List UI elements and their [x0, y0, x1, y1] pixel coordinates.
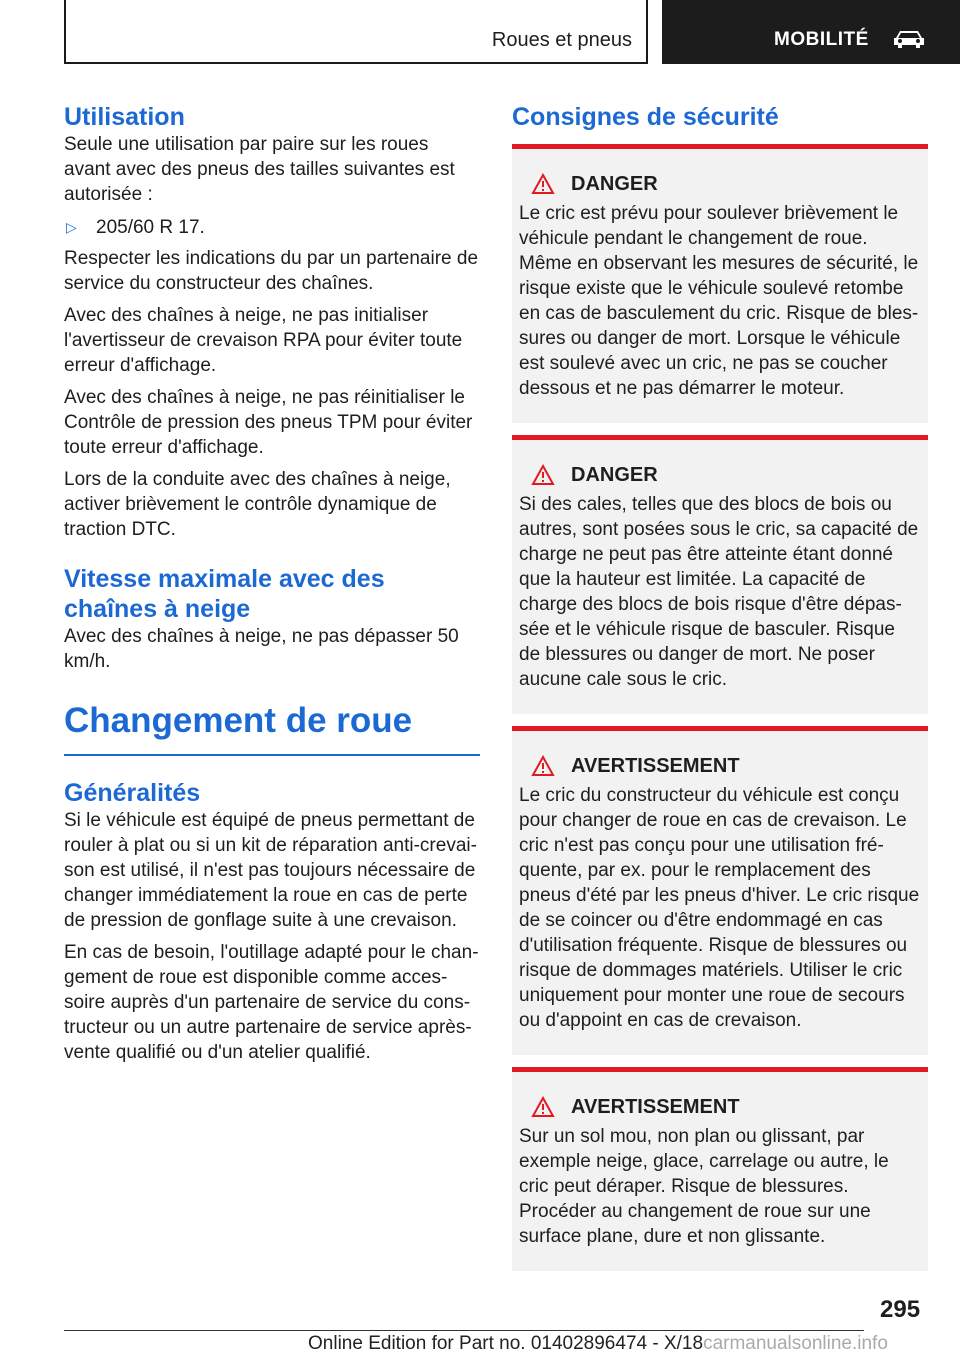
- list-item-text: 205/60 R 17.: [96, 217, 205, 238]
- heading-utilisation: Utilisation: [64, 103, 185, 131]
- paragraph: Avec des chaînes à neige, ne pas dépasser 50 km/h.: [64, 626, 459, 672]
- warning-text: Le cric du constructeur du véhicule est conçu pour changer de roue en cas de crevaison. Le cric n'est pas conçu pour une utilisation fréquente, par ex. pour le remplacement des pneus d'été par les pneus d'hiver. Le cric risque de se coincer ou d'être endommagé en cas d'utilisation fréquente. Risque de blessures ou risque de dommages matériels. Utiliser le cric uniquement pour monter une roue de secours ou d'appoint en cas de crevaison.: [519, 785, 920, 1031]
- watermark: carmanualsonline.info: [703, 1333, 888, 1354]
- warning-box: [512, 1067, 928, 1271]
- bullet-triangle-icon: ▷: [66, 219, 77, 235]
- car-icon: [892, 28, 926, 50]
- heading-changement-de-roue: Changement de roue: [64, 701, 413, 740]
- warning-box: [512, 435, 928, 714]
- list-item: [64, 215, 480, 240]
- warning-triangle-icon: [531, 1096, 555, 1118]
- heading-rule: [64, 754, 480, 756]
- heading-consignes: Consignes de sécurité: [512, 103, 779, 131]
- paragraph: Avec des chaînes à neige, ne pas réinitialiser le Contrôle de pression des pneus TPM pour éviter toute erreur d'affichage.: [64, 387, 473, 458]
- section-label: MOBILITÉ: [774, 29, 869, 50]
- warning-label: DANGER: [571, 464, 658, 486]
- warning-box: [512, 726, 928, 1055]
- paragraph: Respecter les indications du par un partenaire de service du constructeur des chaînes.: [64, 248, 479, 294]
- paragraph: Si le véhicule est équipé de pneus permettant de rouler à plat ou si un kit de réparation anti-crevaison est utilisé, il n'est pas toujours nécessaire de changer immédiatement la roue en cas de perte de pression de gonflage suite à une crevaison.: [64, 810, 477, 931]
- heading-vitesse: Vitesse maximale avec des chaînes à neige: [64, 565, 385, 623]
- page-header: [64, 0, 960, 64]
- warning-text: Le cric est prévu pour soulever brièvement le véhicule pendant le changement de roue. Même en observant les mesures de sécurité, le risque existe que le véhicule soulevé retombe en cas de basculement du cric. Risque de blessures ou danger de mort. Lorsque le véhicule est soulevé avec un cric, ne pas se coucher dessous et ne pas démarrer le moteur.: [519, 203, 919, 399]
- paragraph: En cas de besoin, l'outillage adapté pour le changement de roue est disponible comme accessoire auprès d'un partenaire de service du constructeur ou un autre partenaire de service après-vente qualifié ou d'un atelier qualifié.: [64, 942, 479, 1063]
- warning-triangle-icon: [531, 173, 555, 195]
- warning-label: DANGER: [571, 173, 658, 195]
- paragraph: Lors de la conduite avec des chaînes à neige, activer brièvement le contrôle dynamique de traction DTC.: [64, 469, 451, 540]
- heading-generalites: Généralités: [64, 779, 201, 807]
- right-column: [512, 102, 928, 1271]
- paragraph: Avec des chaînes à neige, ne pas initialiser l'avertisseur de crevaison RPA pour éviter toute erreur d'affichage.: [64, 305, 463, 376]
- warning-text: Si des cales, telles que des blocs de bois ou autres, sont posées sous le cric, sa capacité de charge ne peut pas être atteinte étant donné que la hauteur est limitée. La capacité de charge des blocs de bois risque d'être dépassée et le véhicule risque de basculer. Risque de blessures ou danger de mort. Ne poser aucune cale sous le cric.: [519, 494, 919, 690]
- warning-label: AVERTISSEMENT: [571, 755, 740, 777]
- warning-label: AVERTISSEMENT: [571, 1096, 740, 1118]
- edition-line: [308, 1333, 888, 1355]
- edition-text: Online Edition for Part no. 01402896474 - X/18: [308, 1333, 704, 1354]
- left-column: [64, 102, 480, 1065]
- warning-triangle-icon: [531, 755, 555, 777]
- page-number: 295: [880, 1296, 921, 1323]
- breadcrumb: Roues et pneus: [64, 0, 648, 64]
- warning-box: [512, 144, 928, 423]
- paragraph: Seule une utilisation par paire sur les roues avant avec des pneus des tailles suivantes est autorisée :: [64, 134, 455, 205]
- warning-triangle-icon: [531, 464, 555, 486]
- footer-divider: [64, 1330, 864, 1331]
- warning-text: Sur un sol mou, non plan ou glissant, par exemple neige, glace, carrelage ou autre, le cric peut déraper. Risque de blessures. Procéder au changement de roue sur une surface plane, dure et non glissante.: [519, 1126, 889, 1247]
